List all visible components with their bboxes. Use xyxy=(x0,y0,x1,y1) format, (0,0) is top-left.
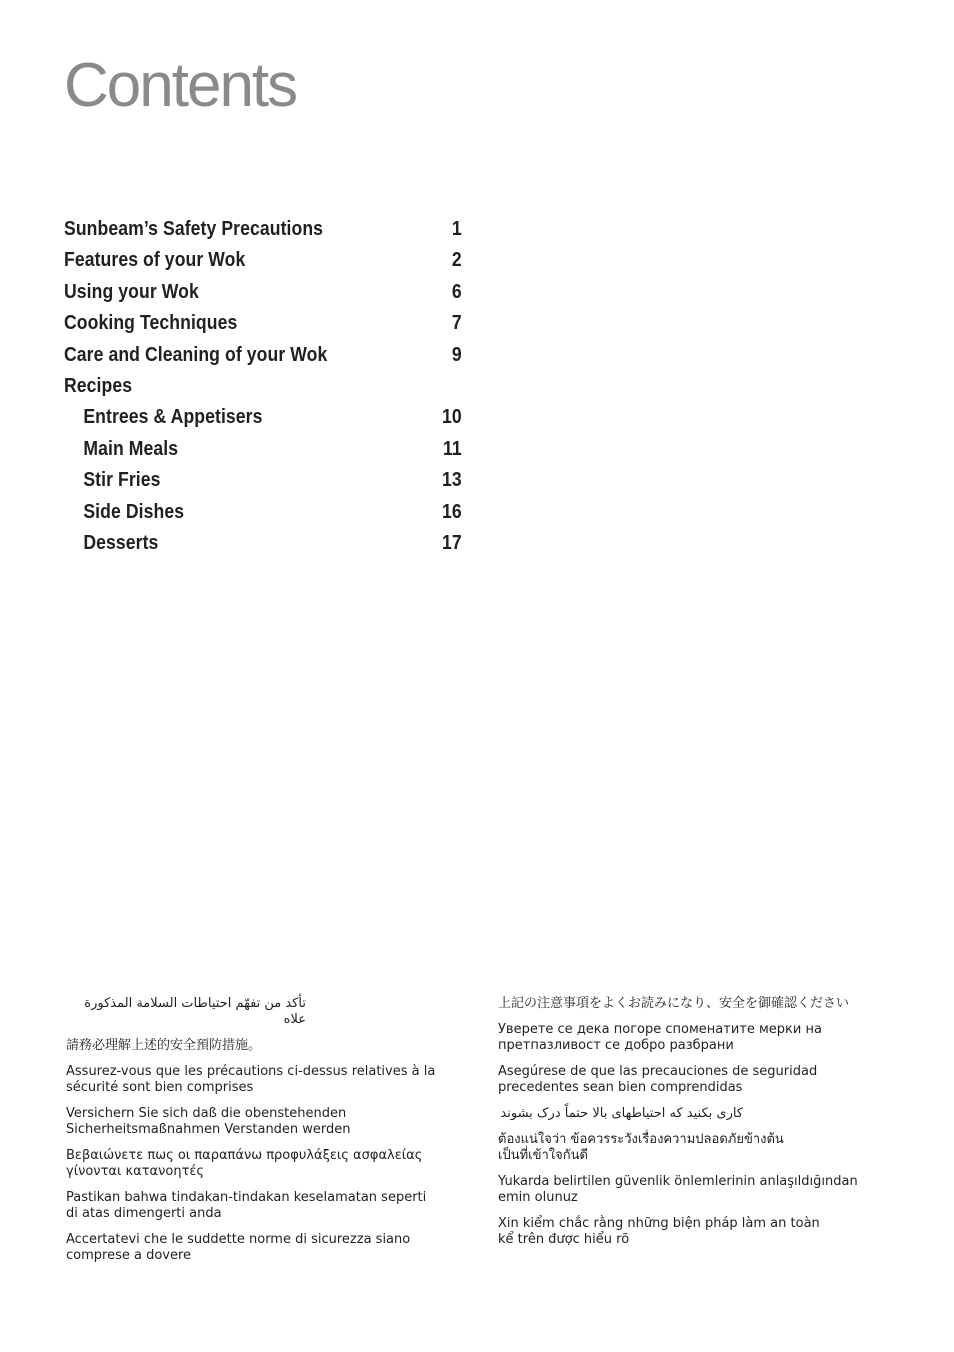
safety-notice: تأكد من تفهّم احتياطات السلامة المذكورة علاه xyxy=(84,996,306,1027)
toc-entry-label: Using your Wok xyxy=(64,280,199,303)
toc-entry xyxy=(64,312,462,343)
safety-notice: Yukarda belirtilen güvenlik önlemlerinin anlaşıldığından emin olunuz xyxy=(498,1174,858,1205)
toc-page-number: 16 xyxy=(442,500,462,523)
safety-notice: Asegúrese de que las precauciones de seguridad precedentes sean bien comprendidas xyxy=(498,1064,818,1095)
toc-entry-label: Stir Fries xyxy=(83,469,161,492)
safety-notices-right-column xyxy=(498,996,868,1258)
toc-entry xyxy=(64,344,462,375)
toc-subentry xyxy=(64,501,462,532)
safety-notice: کاری بکنید که احتیاطهای بالا حتماً درک بشوند xyxy=(500,1106,743,1121)
toc-page-number: 2 xyxy=(451,249,462,272)
safety-notice: Assurez-vous que les précautions ci-dessus relatives à la sécurité sont bien comprises xyxy=(66,1064,436,1095)
safety-notice: Versichern Sie sich daß die obenstehenden Sicherheitsmaßnahmen Verstanden werden xyxy=(66,1106,351,1137)
toc-page-number: 11 xyxy=(442,437,462,460)
toc-page-number: 7 xyxy=(451,312,462,335)
toc-entry-label: Side Dishes xyxy=(83,500,185,523)
toc-subentry xyxy=(64,532,462,563)
safety-notice: 上記の注意事項をよくお読みになり、安全を御確認ください xyxy=(498,996,850,1011)
toc-entry xyxy=(64,218,462,249)
toc-entry xyxy=(64,249,462,280)
toc-entry xyxy=(64,281,462,312)
safety-notice: ต้องแน่ใจว่า ข้อควรระวังเรื่องความปลอดภัยข้างต้น เป็นที่เข้าใจกันดี xyxy=(498,1132,784,1163)
safety-notice: Xin kiểm chắc rằng những biện pháp làm an toàn kể trên được hiểu rõ xyxy=(498,1216,820,1247)
toc-subentry xyxy=(64,438,462,469)
toc-page-number: 9 xyxy=(451,343,462,366)
toc-page-number: 17 xyxy=(442,531,462,554)
safety-notice: 請務必理解上述的安全預防措施。 xyxy=(66,1038,262,1053)
toc-entry-label: Desserts xyxy=(83,531,159,554)
toc-entry-label: Cooking Techniques xyxy=(64,312,238,335)
toc-page-number: 13 xyxy=(442,469,462,492)
toc-entry xyxy=(64,375,462,406)
toc-entry-label: Recipes xyxy=(64,374,133,397)
safety-notice: Βεβαιώνετε πως οι παραπάνω προφυλάξεις ασφαλείας γίνονται κατανοητές xyxy=(66,1148,423,1179)
toc-page-number: 6 xyxy=(451,280,462,303)
toc-entry-label: Main Meals xyxy=(83,437,179,460)
safety-notice: Уверете се дека погоре споменатите мерки на претпазливост се добро разбрани xyxy=(498,1022,822,1053)
safety-notice: Accertatevi che le suddette norme di sicurezza siano comprese a dovere xyxy=(66,1232,411,1263)
toc-entry-label: Features of your Wok xyxy=(64,249,246,272)
toc-entry-label: Entrees & Appetisers xyxy=(83,406,263,429)
toc-subentry xyxy=(64,469,462,500)
toc-subentry xyxy=(64,406,462,437)
toc-page-number: 1 xyxy=(451,218,462,240)
table-of-contents xyxy=(64,218,462,563)
safety-notice: Pastikan bahwa tindakan-tindakan keselamatan seperti di atas dimengerti anda xyxy=(66,1190,427,1221)
toc-entry-label: Sunbeam’s Safety Precautions xyxy=(64,218,324,240)
toc-page-number: 10 xyxy=(442,406,462,429)
safety-notices-left-column xyxy=(66,996,446,1274)
page-title: Contents xyxy=(64,51,297,120)
toc-entry-label: Care and Cleaning of your Wok xyxy=(64,343,328,366)
